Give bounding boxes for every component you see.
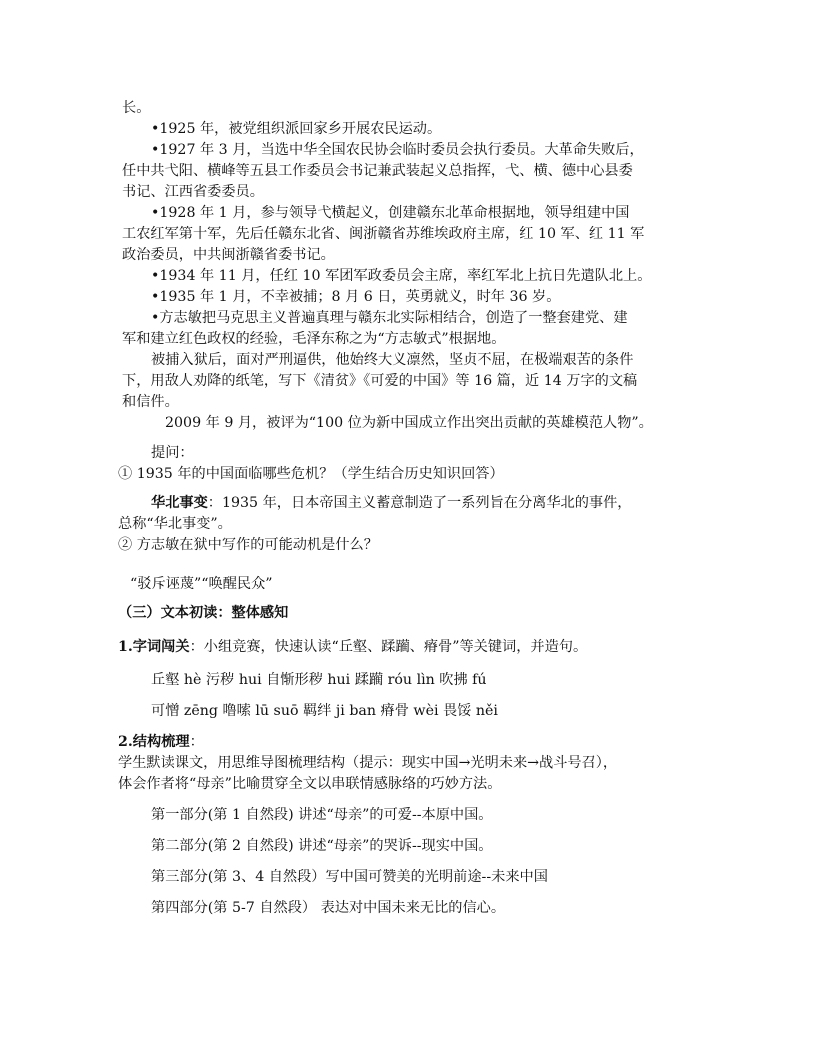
structure-part-1: 第一部分(第 1 自然段) 讲述“母亲”的可爱--本原中国。 xyxy=(151,807,493,823)
bio-line-9: •1935 年 1 月，不幸被捕；8 月 6 日，英勇就义，时年 36 岁。 xyxy=(151,289,561,305)
answer-text: “驳斥诬蔑”“唤醒民众” xyxy=(130,576,273,592)
bio-line-5: •1928 年 1 月，参与领导弋横起义，创建赣东北革命根据地，领导组建中国 xyxy=(151,205,630,221)
bio-line-2: •1927 年 3 月，当选中华全国农民协会临时委员会执行委员。大革命失败后， xyxy=(151,142,644,158)
section-heading: （三）文本初读：整体感知 xyxy=(118,605,289,621)
bio-line-15: 2009 年 9 月，被评为“100 位为新中国成立作出突出贡献的英雄模范人物”。 xyxy=(165,415,653,431)
event-description: ：1935 年，日本帝国主义蓄意制造了一系列旨在分离华北的事件， xyxy=(207,495,632,511)
bio-line-4: 书记、江西省委委员。 xyxy=(122,184,264,200)
structure-part-3: 第三部分(第 3、4 自然段）写中国可赞美的光明前途--未来中国 xyxy=(151,869,548,885)
bio-line-1: •1925 年，被党组织派回家乡开展农民运动。 xyxy=(151,121,442,137)
question-1: ① 1935 年的中国面临哪些危机？（学生结合历史知识回答） xyxy=(118,466,504,482)
item-1-text: ：小组竞赛，快速认读“丘壑、蹂躏、瘠骨”等关键词，并造句。 xyxy=(189,639,588,655)
question-2: ② 方志敏在狱中写作的可能动机是什么？ xyxy=(118,537,378,553)
structure-part-4: 第四部分(第 5-7 自然段） 表达对中国未来无比的信心。 xyxy=(151,900,506,916)
bio-line-0: 长。 xyxy=(122,100,151,116)
item-2-title: 2.结构梳理 xyxy=(118,734,190,750)
bio-line-11: 军和建立红色政权的经验，毛泽东称之为“方志敏式”根据地。 xyxy=(122,331,506,347)
item-2-colon: ： xyxy=(189,734,204,750)
event-line-2: 总称“华北事变”。 xyxy=(118,516,232,532)
bio-line-14: 和信件。 xyxy=(122,394,179,410)
item-1 xyxy=(118,637,587,657)
item-1-title: 1.字词闯关 xyxy=(118,639,190,655)
vocab-line-2: 可憎 zēng 噜嗦 lū suō 羁绊 ji ban 瘠骨 wèi 畏馁 něi xyxy=(151,703,498,719)
question-label: 提问： xyxy=(151,445,194,461)
event-line xyxy=(151,493,631,513)
bio-line-3: 任中共弋阳、横峰等五县工作委员会书记兼武装起义总指挥，弋、横、德中心县委 xyxy=(122,163,633,179)
bio-line-7: 政治委员，中共闽浙赣省委书记。 xyxy=(122,247,335,263)
item-2 xyxy=(118,732,204,752)
bio-line-13: 下，用敌人劝降的纸笔，写下《清贫》《可爱的中国》等 16 篇，近 14 万字的文稿 xyxy=(122,373,638,389)
item-2-line-2: 体会作者将“母亲”比喻贯穿全文以串联情感脉络的巧妙方法。 xyxy=(118,776,502,792)
bio-line-10: •方志敏把马克思主义普遍真理与赣东北实际相结合，创造了一整套建党、建 xyxy=(151,310,628,326)
vocab-line-1: 丘壑 hè 污秽 hui 自惭形秽 hui 蹂躏 róu lìn 吹拂 fú xyxy=(151,672,487,688)
bio-line-12: 被捕入狱后，面对严刑逼供，他始终大义凛然，坚贞不屈，在极端艰苦的条件 xyxy=(151,352,634,368)
structure-part-2: 第二部分(第 2 自然段) 讲述“母亲”的哭诉--现实中国。 xyxy=(151,838,493,854)
event-term: 华北事变 xyxy=(151,495,208,511)
bio-line-6: 工农红军第十军，先后任赣东北省、闽浙赣省苏维埃政府主席，红 10 军、红 11 军 xyxy=(122,226,645,242)
bio-line-8: •1934 年 11 月，任红 10 军团军政委员会主席，率红军北上抗日先遣队北上。 xyxy=(151,268,652,284)
item-2-line-1: 学生默读课文，用思维导图梳理结构（提示：现实中国→光明未来→战斗号召）， xyxy=(118,755,618,771)
